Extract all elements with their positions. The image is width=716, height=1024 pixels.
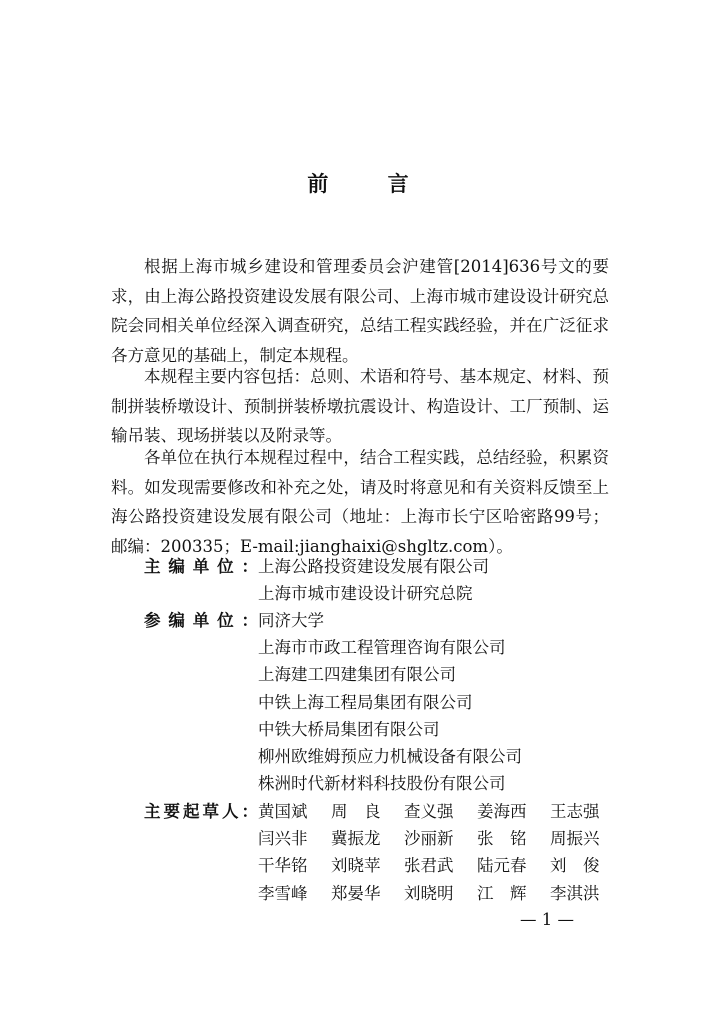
- chief-units-label-char: 单: [192, 557, 210, 576]
- participating-unit-item: 同济大学: [258, 611, 324, 630]
- participating-unit-item: 中铁大桥局集团有限公司: [258, 719, 440, 739]
- drafter-name: 刘晓苹: [331, 856, 381, 876]
- drafter-name: 李雪峰: [258, 883, 308, 903]
- drafter-name: 沙丽新: [404, 829, 454, 849]
- participating-unit-item: 中铁上海工程局集团有限公司: [258, 692, 473, 712]
- drafter-name: 刘晓明: [404, 883, 454, 903]
- drafter-name: 干华铭: [258, 856, 308, 876]
- drafter-name: 郑晏华: [331, 883, 381, 903]
- chief-unit-item: 上海公路投资建设发展有限公司: [258, 557, 489, 576]
- participating-units-section: [111, 607, 621, 797]
- participating-unit-item: 上海建工四建集团有限公司: [258, 665, 456, 685]
- chief-units-section: [111, 553, 621, 607]
- drafter-name: 李淇洪: [550, 883, 600, 903]
- drafter-name: 黄国斌: [258, 802, 308, 821]
- chief-units-row-2: [111, 580, 621, 607]
- drafters-label: 主 要 起 草 人 ：: [144, 802, 258, 821]
- paragraph-1: 根据上海市城乡建设和管理委员会沪建管[2014]636号文的要求，由上海公路投资建设发展有限公司、上海市城市建设设计研究总院会同相关单位经深入调查研究，总结工程实践经验，并在广泛征求各方意见的基础上，制定本规程。: [111, 257, 609, 365]
- drafter-name: 刘 俊: [550, 856, 600, 876]
- label-colon: ：: [241, 557, 258, 576]
- chief-units-label-char: 位: [217, 557, 234, 576]
- chief-units-label-char: 主: [144, 557, 161, 576]
- participating-units-label: 参 编 单 位 ：: [144, 611, 258, 630]
- drafter-name: 王志强: [550, 802, 600, 821]
- drafter-name: 冀振龙: [331, 829, 381, 849]
- drafters-row: [258, 852, 623, 879]
- chief-units-label: [111, 553, 258, 580]
- chief-unit-item: 上海市城市建设设计研究总院: [258, 584, 473, 604]
- drafter-name: 张君武: [404, 856, 454, 876]
- drafter-name: 周 良: [331, 802, 381, 821]
- drafter-name: 周振兴: [550, 829, 600, 849]
- drafter-name: 闫兴非: [258, 829, 308, 849]
- drafter-name: 姜海西: [477, 802, 527, 821]
- paragraph-2: 本规程主要内容包括：总则、术语和符号、基本规定、材料、预制拼装桥墩设计、预制拼装桥墩抗震设计、构造设计、工厂预制、运输吊装、现场拼装以及附录等。: [111, 367, 609, 445]
- participating-unit-item: 柳州欧维姆预应力机械设备有限公司: [258, 747, 522, 767]
- drafter-name: 查义强: [404, 802, 454, 821]
- chief-units-row-1: [111, 553, 621, 580]
- page-number: — 1 —: [520, 910, 574, 929]
- drafters-section: [111, 798, 621, 907]
- drafters-row: [258, 825, 623, 852]
- chief-units-label-char: 编: [168, 557, 185, 576]
- drafters-row: [258, 880, 623, 907]
- page-title: 前 言: [307, 172, 435, 196]
- drafter-name: 陆元春: [477, 856, 527, 876]
- drafter-name: 江 辉: [477, 883, 527, 903]
- drafters-row: [258, 798, 623, 825]
- participating-unit-item: 上海市市政工程管理咨询有限公司: [258, 638, 506, 658]
- participating-unit-item: 株洲时代新材料科技股份有限公司: [258, 774, 506, 794]
- paragraph-3: 各单位在执行本规程过程中，结合工程实践，总结经验，积累资料。如发现需要修改和补充之处，请及时将意见和有关资料反馈至上海公路投资建设发展有限公司（地址：上海市长宁区哈密路99号；邮编：200335；E-mail:jianghaixi@shgltz.com）。: [111, 448, 609, 556]
- drafter-name: 张 铭: [477, 829, 527, 849]
